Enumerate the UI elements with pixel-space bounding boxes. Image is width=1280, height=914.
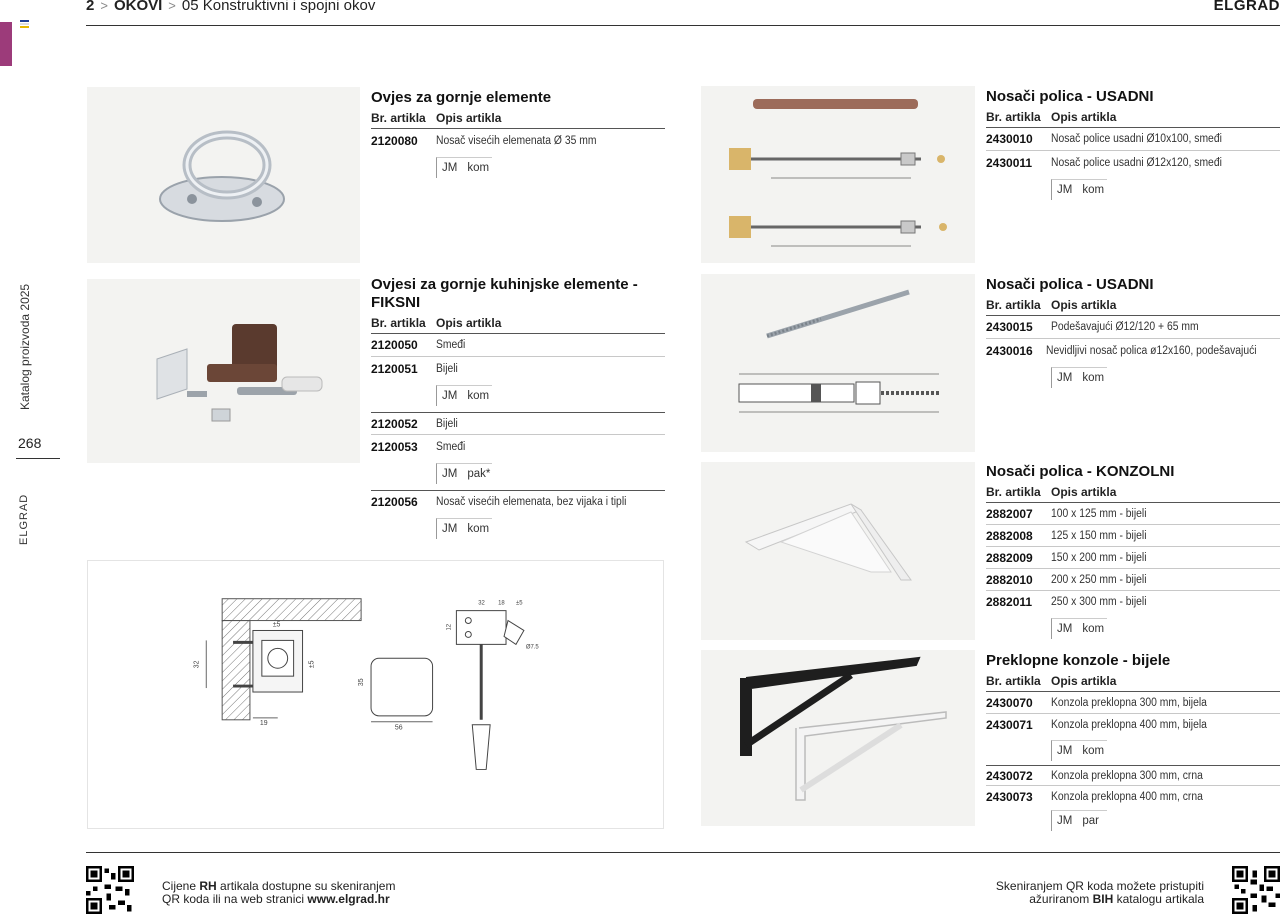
article-code: 2882009 [986, 550, 1033, 565]
unit-box [436, 385, 492, 406]
unit-box [1051, 179, 1107, 200]
breadcrumb-sub-title[interactable]: Konstruktivni i spojni okov [202, 0, 376, 14]
table-row [371, 357, 665, 380]
dim-label: 35 [358, 678, 366, 687]
table-row [986, 591, 1280, 613]
product-title: Ovjes za gornje elemente [371, 89, 552, 106]
article-desc: Konzola preklopna 400 mm, bijela [1051, 719, 1207, 731]
article-code: 2430070 [986, 695, 1033, 710]
table-row [986, 503, 1280, 525]
unit-label: JM [1057, 623, 1073, 635]
qr-code-rh[interactable] [86, 866, 134, 914]
col-code-header: Br. artikla [986, 485, 1041, 499]
dim-label: Ø7.5 [525, 644, 539, 651]
table-row [986, 525, 1280, 547]
table-row [986, 339, 1280, 362]
article-code: 2430010 [986, 132, 1033, 146]
table-header [986, 110, 1280, 128]
product-folding-brackets [986, 652, 1280, 831]
col-code-header: Br. artikla [371, 316, 426, 330]
footer-text: ažuriranom [1029, 892, 1093, 906]
unit-label: JM [1057, 815, 1073, 827]
article-desc: Nosač police usadni Ø10x100, smeđi [1051, 133, 1222, 145]
unit-value: kom [467, 162, 490, 174]
footer-text: QR koda ili na web stranici [162, 892, 308, 906]
unit-value: kom [1082, 372, 1105, 384]
unit-label: JM [1057, 372, 1073, 384]
chapter-color-tab [0, 22, 12, 66]
product-title: Preklopne konzole - bijele [986, 652, 1171, 669]
article-desc: Nosač visećih elemenata, bez vijaka i tipli [436, 496, 627, 508]
article-code: 2120051 [371, 361, 418, 376]
col-code-header: Br. artikla [986, 298, 1041, 312]
article-desc: Konzola preklopna 400 mm, crna [1051, 790, 1203, 803]
unit-label: JM [442, 162, 458, 174]
article-desc: Konzola preklopna 300 mm, crna [1051, 769, 1203, 782]
unit-value: kom [467, 523, 490, 535]
table-header [986, 298, 1280, 316]
breadcrumb-sub-number[interactable]: 05 [181, 0, 199, 14]
unit-box [1051, 810, 1107, 831]
table-row [986, 316, 1280, 339]
table-row [986, 128, 1280, 151]
unit-box [1051, 618, 1107, 639]
dim-label: 19 [259, 719, 268, 727]
table-row [986, 692, 1280, 714]
article-code: 2120052 [371, 416, 418, 431]
table-row [986, 569, 1280, 591]
table-row [371, 412, 665, 435]
footer-bih-text [996, 880, 1204, 906]
dim-label: ±5 [515, 600, 523, 607]
dim-label: 32 [193, 660, 201, 669]
unit-box [1051, 740, 1107, 761]
dim-label: ±5 [272, 621, 281, 629]
col-desc-header: Opis artikla [1051, 298, 1117, 312]
article-code: 2120050 [371, 338, 418, 352]
table-row [371, 129, 665, 152]
article-desc: 250 x 300 mm - bijeli [1051, 596, 1147, 608]
col-desc-header: Opis artikla [1051, 110, 1117, 124]
article-code: 2882010 [986, 572, 1033, 587]
article-code: 2430073 [986, 789, 1033, 804]
article-desc: Nosač police usadni Ø12x120, smeđi [1051, 156, 1222, 169]
article-desc: 150 x 200 mm - bijeli [1051, 551, 1147, 564]
footer-text-bold: RH [199, 879, 217, 893]
unit-box [436, 157, 492, 178]
dim-label: 32 [478, 600, 485, 607]
unit-box [436, 518, 492, 539]
dim-label: 12 [446, 623, 453, 631]
footer-text: katalogu artikala [1113, 892, 1204, 906]
col-code-header: Br. artikla [986, 674, 1041, 688]
rail-divider [16, 458, 60, 459]
dim-label: 18 [498, 600, 505, 607]
product-console-brackets [986, 463, 1280, 645]
unit-value: kom [1082, 623, 1105, 635]
product-title: Ovjesi za gornje kuhinjske elemente - FIKSNI [371, 276, 638, 311]
product-image-ring-hanger [87, 87, 360, 263]
article-desc: Bijeli [436, 417, 458, 430]
footer-text: Cijene [162, 879, 200, 893]
unit-value: kom [467, 390, 490, 402]
table-row [986, 714, 1280, 736]
page-number: 268 [18, 435, 42, 451]
breadcrumb [86, 0, 375, 14]
col-desc-header: Opis artikla [436, 111, 502, 125]
article-code: 2120056 [371, 495, 418, 509]
chevron-right-icon: > [168, 0, 176, 13]
table-header [986, 485, 1280, 503]
product-image-folding-brackets [701, 650, 975, 826]
col-desc-header: Opis artikla [1051, 485, 1117, 499]
article-code: 2882008 [986, 528, 1033, 543]
table-row [986, 765, 1280, 786]
product-shelf-pins [986, 88, 1280, 206]
product-image-shelf-pins [701, 86, 975, 263]
article-desc: 125 x 150 mm - bijeli [1051, 529, 1147, 542]
table-header [371, 316, 665, 334]
unit-value: kom [1082, 745, 1105, 757]
product-image-kitchen-hangers [87, 279, 360, 463]
article-code: 2882011 [986, 595, 1033, 609]
article-code: 2120053 [371, 439, 418, 454]
footer-text-bold: BIH [1092, 892, 1114, 906]
unit-label: JM [442, 390, 458, 402]
rail-brand: ELGRAD [18, 493, 30, 545]
col-code-header: Br. artikla [986, 110, 1041, 124]
dim-label: ±5 [308, 660, 316, 669]
footer-rh-text [162, 880, 395, 906]
website-link[interactable]: www.elgrad.hr [307, 892, 390, 906]
article-desc: 100 x 125 mm - bijeli [1051, 507, 1147, 520]
article-code: 2882007 [986, 506, 1033, 521]
header-brand: ELGRAD [1213, 0, 1280, 14]
unit-label: JM [1057, 745, 1073, 757]
footer-text: Skeniranjem QR koda možete pristupiti [995, 879, 1204, 893]
article-desc: 200 x 250 mm - bijeli [1051, 573, 1147, 586]
product-title: Nosači polica - KONZOLNI [986, 463, 1175, 480]
col-desc-header: Opis artikla [1051, 674, 1117, 688]
dim-label: 56 [394, 724, 403, 732]
footer-divider [86, 852, 1280, 853]
col-code-header: Br. artikla [371, 111, 426, 125]
product-title: Nosači polica - USADNI [986, 88, 1154, 105]
article-desc: Smeđi [436, 339, 466, 351]
unit-box [1051, 367, 1107, 388]
article-code: 2430016 [986, 343, 1033, 358]
table-row [986, 151, 1280, 174]
product-title: Nosači polica - USADNI [986, 276, 1154, 293]
product-image-white-bracket [701, 462, 975, 640]
article-desc: Konzola preklopna 300 mm, bijela [1051, 696, 1207, 709]
chevron-right-icon: > [100, 0, 108, 13]
product-image-screw-support [701, 274, 975, 452]
table-row [986, 547, 1280, 569]
unit-value: kom [1082, 184, 1105, 196]
unit-label: JM [1057, 184, 1073, 196]
qr-code-bih[interactable] [1232, 866, 1280, 914]
page-header [86, 0, 1280, 26]
table-row [986, 786, 1280, 807]
article-desc: Smeđi [436, 440, 466, 453]
table-row [371, 334, 665, 357]
article-desc: Nosač visećih elemenata Ø 35 mm [436, 134, 597, 147]
article-code: 2430071 [986, 718, 1033, 732]
article-code: 2430011 [986, 155, 1033, 170]
table-row [371, 490, 665, 513]
flag-icon [20, 20, 29, 28]
article-code: 2120080 [371, 133, 418, 148]
unit-label: JM [442, 468, 458, 480]
unit-box [436, 463, 492, 484]
catalog-label: Katalog proizvoda 2025 [18, 283, 32, 410]
article-desc: Nevidljivi nosač polica ø12x160, podešavajući [1046, 344, 1257, 357]
article-desc: Bijeli [436, 362, 458, 375]
product-screw-support [986, 276, 1280, 394]
unit-label: JM [442, 523, 458, 535]
col-desc-header: Opis artikla [436, 316, 502, 330]
article-code: 2430015 [986, 320, 1033, 334]
product-ring-hanger [371, 89, 665, 184]
unit-value: pak* [467, 468, 491, 480]
product-kitchen-hangers [371, 276, 665, 545]
article-code: 2430072 [986, 768, 1033, 783]
table-header [371, 111, 665, 129]
technical-drawing-hanger [87, 560, 664, 829]
table-row [371, 435, 665, 458]
footer-text: artikala dostupne su skeniranjem [216, 879, 396, 893]
table-header [986, 674, 1280, 692]
article-desc: Podešavajući Ø12/120 + 65 mm [1051, 321, 1199, 333]
breadcrumb-category[interactable]: OKOVI [113, 0, 163, 14]
unit-value: par [1082, 815, 1099, 827]
breadcrumb-chapter[interactable]: 2 [86, 0, 95, 14]
